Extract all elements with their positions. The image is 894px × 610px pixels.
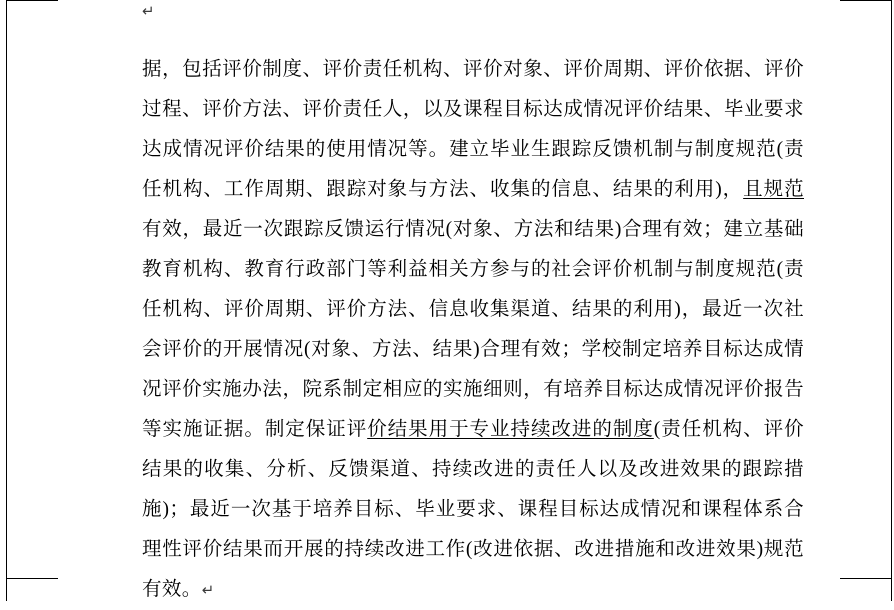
page-corner-mark-bottom-left	[6, 578, 58, 579]
underlined-phrase-2: 价结果用于专业持续改进的制度	[367, 419, 654, 440]
page-border-left	[6, 0, 7, 601]
body-segment-3: (责任机构、评价结果的收集、分析、反馈渠道、持续改进的责任人以及改进效果的跟踪措施)；最近一次基于培养目标、毕业要求、课程目标达成情况和课程体系合理性评价结果而开展的持续改进工作(改进依据、改进措施和改进效果)规范有效。	[142, 419, 804, 600]
paragraph-mark-top: ↵	[142, 2, 155, 20]
page-corner-mark-top-right	[840, 0, 892, 1]
page-corner-mark-bottom-right	[840, 578, 892, 579]
page-corner-mark-top-left	[6, 0, 58, 1]
underlined-phrase-1: 且规范	[743, 179, 804, 200]
paragraph-mark-end: ↵	[201, 581, 215, 599]
body-segment-2: 有效，最近一次跟踪反馈运行情况(对象、方法和结果)合理有效；建立基础教育机构、教育行政部门等利益相关方参与的社会评价机制与制度规范(责任机构、评价周期、评价方法、信息收集渠道、结果的利用)，最近一次社会评价的开展情况(对象、方法、结果)合理有效；学校制定培养目标达成情况评价实施办法，院系制定相应的实施细则，有培养目标达成情况评价报告等实施证据。制定保证评	[142, 219, 804, 440]
document-body-paragraph[interactable]	[142, 50, 804, 610]
body-segment-1: 据，包括评价制度、评价责任机构、评价对象、评价周期、评价依据、评价过程、评价方法、评价责任人，以及课程目标达成情况评价结果、毕业要求达成情况评价结果的使用情况等。建立毕业生跟踪反馈机制与制度规范(责任机构、工作周期、跟踪对象与方法、收集的信息、结果的利用)，	[142, 59, 804, 200]
page-border-right	[891, 0, 892, 601]
